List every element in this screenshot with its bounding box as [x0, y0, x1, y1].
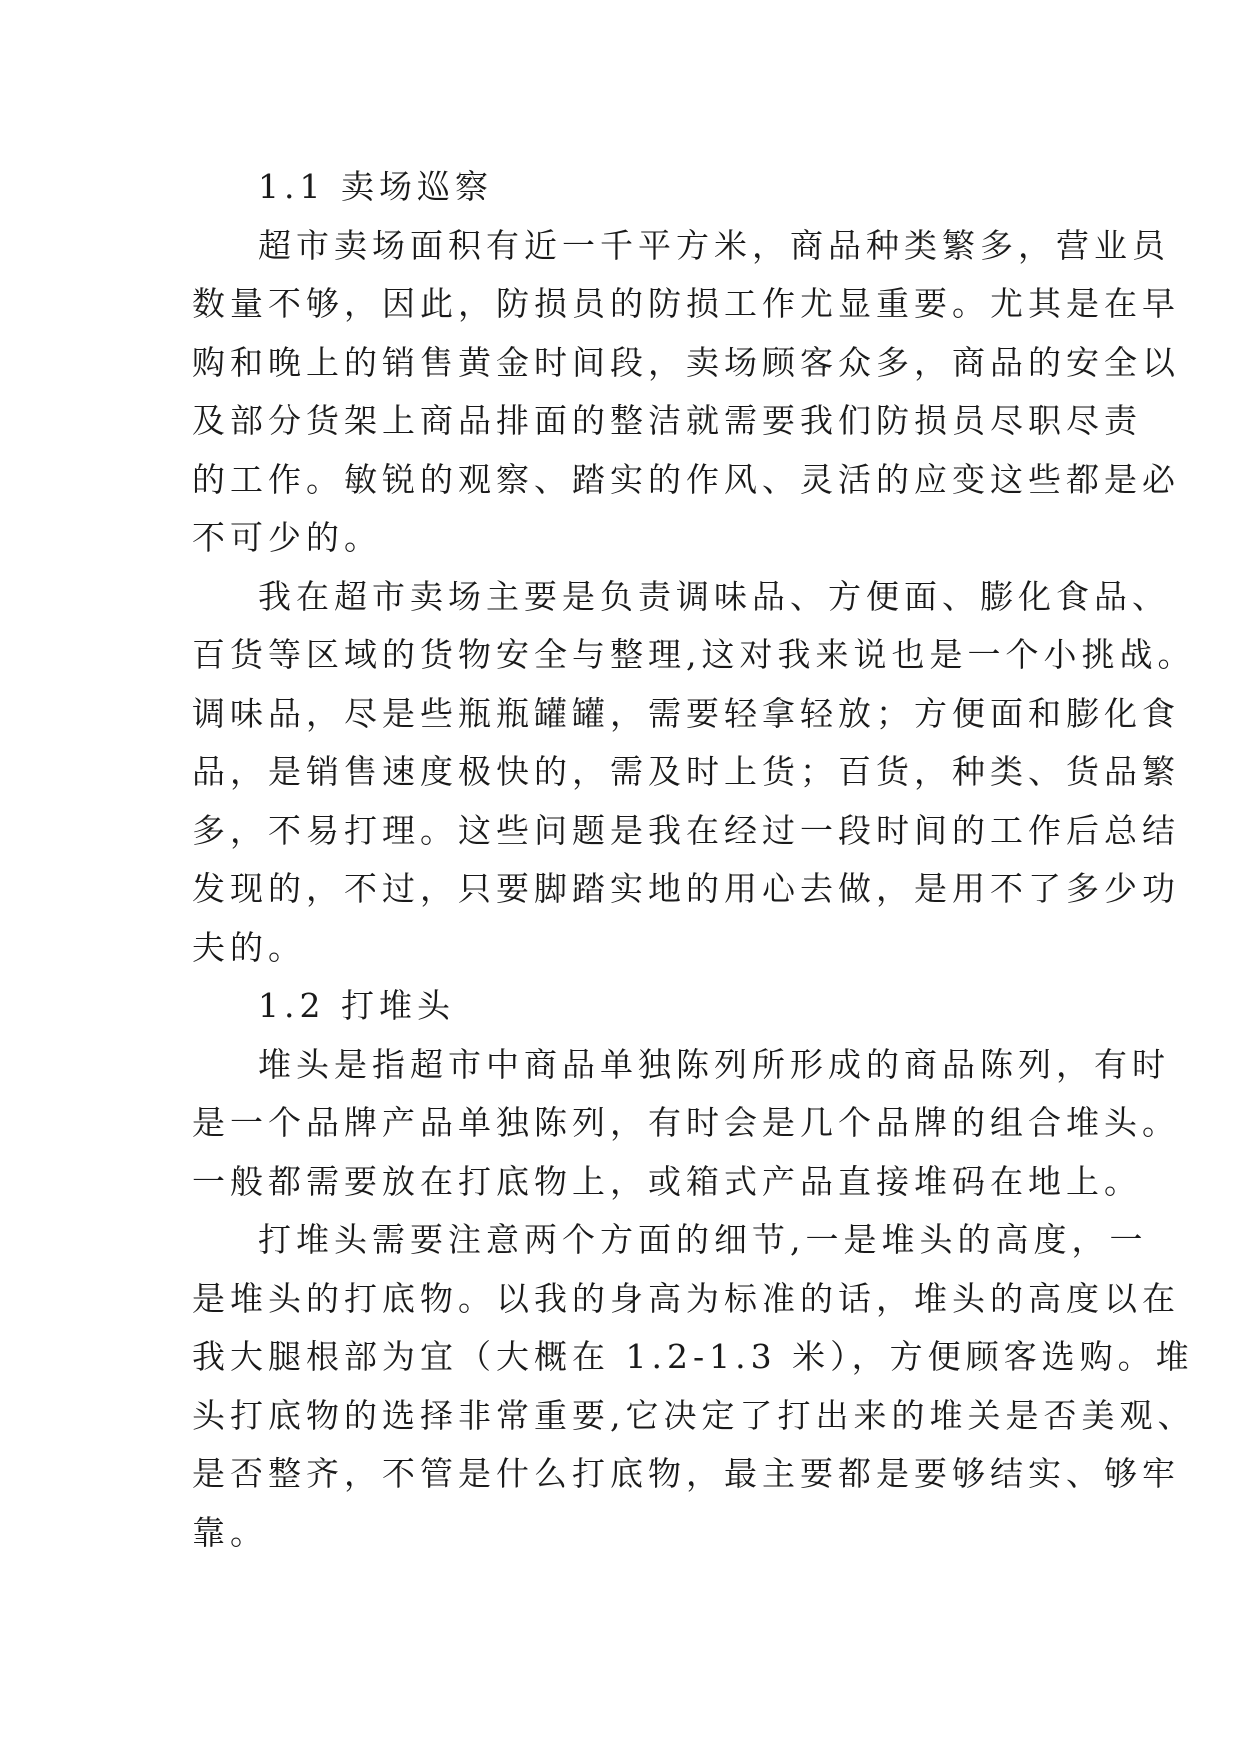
text-line: 品，是销售速度极快的，需及时上货；百货，种类、货品繁	[192, 752, 1180, 791]
text-line: 购和晚上的销售黄金时间段，卖场顾客众多，商品的安全以	[192, 342, 1180, 382]
text-line: 头打底物的选择非常重要,它决定了打出来的堆关是否美观、	[192, 1395, 1196, 1435]
section-heading-1-1: 1.1 卖场巡察	[258, 167, 493, 206]
section-heading-1-2: 1.2 打堆头	[258, 986, 455, 1025]
text-line: 发现的，不过，只要脚踏实地的用心去做，是用不了多少功	[192, 869, 1180, 908]
text-line: 的工作。敏锐的观察、踏实的作风、灵活的应变这些都是必	[192, 459, 1180, 499]
paragraph-2	[192, 568, 1196, 978]
paragraph-3	[192, 1036, 1180, 1212]
text-line: 是否整齐，不管是什么打底物，最主要都是要够结实、够牢	[192, 1454, 1180, 1493]
text-line: 多，不易打理。这些问题是我在经过一段时间的工作后总结	[192, 810, 1180, 850]
text-line: 夫的。	[192, 927, 306, 967]
text-line: 是一个品牌产品单独陈列，有时会是几个品牌的组合堆头。	[192, 1103, 1180, 1142]
text-line: 调味品，尽是些瓶瓶罐罐，需要轻拿轻放；方便面和膨化食	[192, 693, 1180, 733]
text-line: 我大腿根部为宜（大概在 1.2-1.3 米），方便顾客选购。堆	[192, 1337, 1194, 1376]
document-page	[192, 158, 1196, 1562]
text-line: 及部分货架上商品排面的整洁就需要我们防损员尽职尽责	[192, 401, 1142, 440]
paragraph-1	[192, 217, 1180, 568]
text-line: 是堆头的打底物。以我的身高为标准的话，堆头的高度以在	[192, 1278, 1180, 1318]
text-line: 一般都需要放在打底物上，或箱式产品直接堆码在地上。	[192, 1161, 1142, 1201]
text-line: 不可少的。	[192, 518, 382, 557]
text-line: 我在超市卖场主要是负责调味品、方便面、膨化食品、	[258, 576, 1170, 616]
paragraph-4	[192, 1211, 1196, 1562]
text-line: 百货等区域的货物安全与整理,这对我来说也是一个小挑战。	[192, 635, 1196, 674]
text-line: 打堆头需要注意两个方面的细节,一是堆头的高度，一	[258, 1220, 1148, 1259]
text-line: 靠。	[192, 1512, 268, 1552]
text-line: 堆头是指超市中商品单独陈列所形成的商品陈列，有时	[258, 1044, 1170, 1084]
text-line: 超市卖场面积有近一千平方米，商品种类繁多，营业员	[258, 225, 1170, 265]
text-line: 数量不够，因此，防损员的防损工作尤显重要。尤其是在早	[192, 284, 1180, 323]
